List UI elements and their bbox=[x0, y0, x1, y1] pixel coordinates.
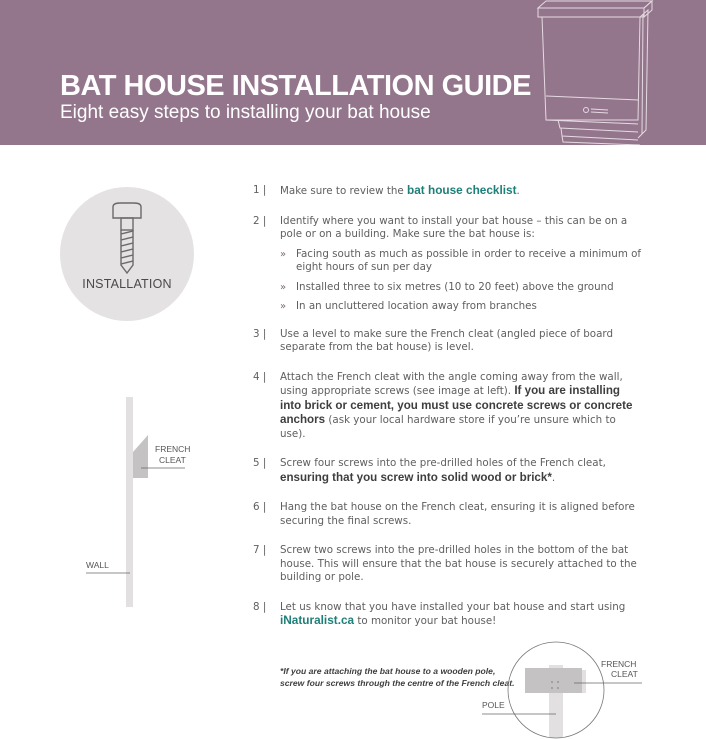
step-3 bbox=[253, 328, 643, 355]
bullet-item bbox=[280, 300, 643, 314]
step-8 bbox=[253, 601, 643, 629]
step-text: Use a level to make sure the French cleat (angled piece of board separate from the bat house) is level. bbox=[280, 327, 613, 353]
step-number: 5 | bbox=[253, 457, 267, 469]
wall-shape bbox=[126, 397, 133, 607]
footnote-line: screw four screws through the centre of the French cleat. bbox=[280, 677, 515, 688]
page-subtitle: Eight easy steps to installing your bat house bbox=[60, 102, 431, 123]
footnote-line: *If you are attaching the bat house to a wooden pole, bbox=[280, 666, 496, 676]
step-1 bbox=[253, 184, 643, 199]
bat-house-checklist-link[interactable]: bat house checklist bbox=[407, 183, 517, 197]
step-5 bbox=[253, 457, 643, 485]
step-4 bbox=[253, 371, 643, 442]
cleat-label-line2: CLEAT bbox=[611, 669, 638, 679]
step-emphasis: If you are installing into brick or cement, you must use concrete screws or concrete anchors bbox=[280, 384, 633, 426]
step-text: Screw two screws into the pre-drilled holes in the bottom of the bat house. This will ensure that the bat house is securely attached to the building or pole. bbox=[280, 544, 637, 583]
bat-house-illustration bbox=[528, 0, 668, 145]
bullet-icon: » bbox=[280, 281, 287, 293]
screw-icon bbox=[108, 201, 146, 275]
bullet-text: In an uncluttered location away from branches bbox=[296, 300, 537, 312]
location-requirements bbox=[280, 248, 643, 314]
step-2 bbox=[253, 215, 643, 314]
cleat-label-line1: FRENCH bbox=[155, 444, 191, 454]
step-7 bbox=[253, 544, 643, 585]
wall-cleat-diagram bbox=[70, 390, 220, 610]
french-cleat-shape bbox=[133, 435, 148, 478]
step-text: . bbox=[551, 471, 556, 484]
step-6 bbox=[253, 501, 643, 528]
page-title: BAT HOUSE INSTALLATION GUIDE bbox=[60, 70, 531, 102]
bullet-icon: » bbox=[280, 248, 287, 260]
bullet-item bbox=[280, 281, 643, 295]
pole-cleat-diagram bbox=[470, 640, 650, 740]
step-text: Hang the bat house on the French cleat, ensuring it is aligned before securing the final screws. bbox=[280, 501, 635, 527]
steps-list bbox=[253, 184, 643, 629]
step-number: 7 | bbox=[253, 544, 267, 556]
step-number: 3 | bbox=[253, 327, 267, 340]
installation-label: INSTALLATION bbox=[82, 277, 172, 291]
step-text: Make sure to review the bbox=[280, 185, 408, 197]
bullet-icon: » bbox=[280, 301, 287, 312]
step-number: 2 | bbox=[253, 214, 267, 227]
step-text: Identify where you want to install your bat house – this can be on a pole or on a building. Make sure the bat house is: bbox=[280, 214, 628, 240]
cleat-label-line2: CLEAT bbox=[159, 455, 186, 465]
wall-label: WALL bbox=[86, 560, 109, 570]
bullet-item bbox=[280, 248, 643, 275]
step-text: (ask your local hardware store if you’re unsure which to use). bbox=[280, 414, 616, 440]
step-emphasis: ensuring that you screw into solid wood or brick* bbox=[280, 470, 552, 484]
step-text: Screw four screws into the pre-drilled holes of the French cleat, bbox=[280, 457, 606, 469]
inaturalist-link[interactable]: iNaturalist.ca bbox=[280, 613, 355, 627]
step-number: 8 | bbox=[253, 600, 267, 613]
step-text: to monitor your bat house! bbox=[354, 615, 497, 627]
step-text: Attach the French cleat with the angle coming away from the wall, using appropriate screws (see image at left). bbox=[280, 370, 623, 397]
step-number: 1 | bbox=[253, 184, 267, 196]
bullet-text: Facing south as much as possible in order to receive a minimum of eight hours of sun per day bbox=[296, 247, 642, 273]
step-text: Let us know that you have installed your bat house and start using bbox=[280, 600, 626, 613]
bullet-text: Installed three to six metres (10 to 20 feet) above the ground bbox=[296, 280, 614, 293]
header-banner bbox=[0, 0, 706, 145]
pole-label: POLE bbox=[482, 700, 505, 710]
cleat-label-line1: FRENCH bbox=[601, 659, 637, 669]
step-number: 4 | bbox=[253, 370, 267, 383]
french-cleat-shape bbox=[525, 668, 582, 693]
step-number: 6 | bbox=[253, 501, 267, 513]
installation-badge bbox=[60, 187, 194, 321]
step-text: . bbox=[516, 185, 520, 197]
